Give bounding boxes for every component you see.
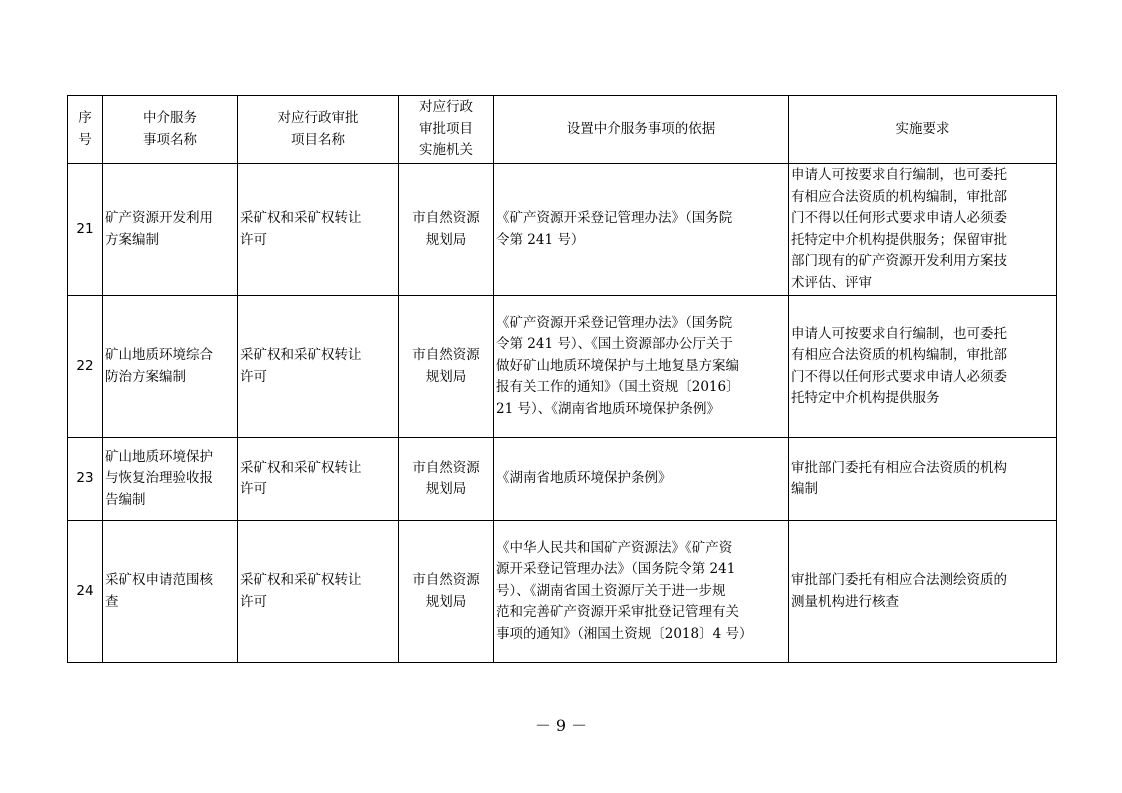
implementation-requirement-line: 测量机构进行核查 xyxy=(791,593,899,610)
legal-basis-line: 源开采登记管理办法》（国务院令第 241 xyxy=(496,561,736,578)
header-line: 事项名称 xyxy=(143,131,197,148)
approval-item-name-line: 采矿权和采矿权转让 xyxy=(240,459,362,476)
legal-basis-line: 《中华人民共和国矿产资源法》《矿产资 xyxy=(496,539,733,556)
approval-item-name-line: 采矿权和采矿权转让 xyxy=(240,572,362,588)
implementing-authority xyxy=(399,296,494,438)
implementing-authority-line: 市自然资源 xyxy=(412,347,480,363)
implementing-authority xyxy=(399,438,494,521)
service-items-table xyxy=(67,95,1057,663)
approval-item-name xyxy=(238,164,399,296)
service-item-name-line: 采矿权申请范围核 xyxy=(105,572,213,588)
service-item-name xyxy=(103,296,238,438)
implementation-requirement-line: 有相应合法资质的机构编制，审批部 xyxy=(791,188,1007,205)
table-row xyxy=(68,296,1057,438)
service-item-name-line: 矿产资源开发利用 xyxy=(105,210,213,226)
row-serial-number: 23 xyxy=(68,438,103,521)
header-line: 项目名称 xyxy=(291,131,345,148)
implementation-requirement xyxy=(789,164,1057,296)
implementing-authority-line: 规划局 xyxy=(425,593,467,610)
legal-basis-line: 21 号）、《湖南省地质环境保护条例》 xyxy=(496,400,720,417)
approval-item-name xyxy=(238,438,399,521)
row-serial-number: 24 xyxy=(68,521,103,663)
implementation-requirement-line: 审批部门委托有相应合法资质的机构 xyxy=(791,459,1007,476)
header-line: 对应行政审批 xyxy=(277,110,359,126)
legal-basis-line: 事项的通知》（湘国土资规〔2018〕4 号） xyxy=(496,625,753,642)
approval-item-name-line: 许可 xyxy=(240,231,267,248)
implementing-authority xyxy=(399,521,494,663)
approval-item-name-line: 许可 xyxy=(240,368,267,385)
table-row xyxy=(68,521,1057,663)
row-serial-number: 22 xyxy=(68,296,103,438)
implementation-requirement xyxy=(789,296,1057,438)
implementation-requirement-line: 术评估、评审 xyxy=(791,274,872,291)
header-serial-number xyxy=(68,96,103,164)
implementation-requirement-line: 托特定中介机构提供服务；保留审批 xyxy=(791,231,1007,248)
table-header-row xyxy=(68,96,1057,164)
implementation-requirement-line: 申请人可按要求自行编制，也可委托 xyxy=(791,167,1007,183)
approval-item-name xyxy=(238,296,399,438)
header-line: 审批项目 xyxy=(419,120,473,137)
implementing-authority xyxy=(399,164,494,296)
implementation-requirement-line: 部门现有的矿产资源开发利用方案技 xyxy=(791,253,1007,269)
header-approval-item xyxy=(238,96,399,164)
header-legal-basis: 设置中介服务事项的依据 xyxy=(494,96,789,164)
service-item-name xyxy=(103,164,238,296)
table-row xyxy=(68,438,1057,521)
service-item-name-line: 矿山地质环境综合 xyxy=(105,347,213,363)
implementing-authority-line: 规划局 xyxy=(425,368,467,385)
implementation-requirement-line: 审批部门委托有相应合法测绘资质的 xyxy=(791,572,1007,588)
legal-basis xyxy=(494,296,789,438)
header-line: 中介服务 xyxy=(143,110,197,126)
service-item-name-line: 告编制 xyxy=(105,491,146,508)
implementing-authority-line: 规划局 xyxy=(425,481,467,497)
service-item-name-line: 矿山地质环境保护 xyxy=(105,448,213,465)
legal-basis-line: 令第 241 号） xyxy=(496,231,585,248)
approval-item-name-line: 采矿权和采矿权转让 xyxy=(240,347,362,363)
approval-item-name xyxy=(238,521,399,663)
header-line: 实施机关 xyxy=(419,142,473,159)
legal-basis-line: 《矿产资源开采登记管理办法》（国务院 xyxy=(496,314,733,331)
legal-basis-line: 范和完善矿产资源开采审批登记管理有关 xyxy=(496,604,739,621)
implementation-requirement-line: 门不得以任何形式要求申请人必须委 xyxy=(791,368,1007,385)
service-item-name-line: 防治方案编制 xyxy=(105,368,186,385)
implementation-requirement-line: 有相应合法资质的机构编制，审批部 xyxy=(791,347,1007,363)
implementing-authority-line: 市自然资源 xyxy=(412,210,480,226)
header-requirements: 实施要求 xyxy=(789,96,1057,164)
approval-item-name-line: 许可 xyxy=(240,481,267,497)
legal-basis-line: 号）、《湖南省国土资源厅关于进一步规 xyxy=(496,582,726,599)
service-item-name-line: 方案编制 xyxy=(105,231,159,248)
implementation-requirement xyxy=(789,521,1057,663)
header-line: 号 xyxy=(78,131,92,148)
header-implementing-authority xyxy=(399,96,494,164)
implementing-authority-line: 市自然资源 xyxy=(412,572,480,588)
header-line: 序 xyxy=(78,110,92,126)
implementation-requirement-line: 托特定中介机构提供服务 xyxy=(791,390,940,406)
service-item-name-line: 与恢复治理验收报 xyxy=(105,470,213,487)
legal-basis xyxy=(494,438,789,521)
legal-basis-line: 报有关工作的通知》（国土资规〔2016〕 xyxy=(496,379,740,396)
implementing-authority-line: 规划局 xyxy=(425,231,467,248)
service-item-name xyxy=(103,438,238,521)
header-service-name xyxy=(103,96,238,164)
legal-basis-line: 《矿产资源开采登记管理办法》（国务院 xyxy=(496,210,733,226)
approval-item-name-line: 许可 xyxy=(240,593,267,610)
legal-basis-line: 做好矿山地质环境保护与土地复垦方案编 xyxy=(496,357,739,374)
legal-basis xyxy=(494,521,789,663)
implementation-requirement-line: 门不得以任何形式要求申请人必须委 xyxy=(791,210,1007,226)
header-line: 对应行政 xyxy=(419,99,473,116)
legal-basis-line: 令第 241 号）、《国土资源部办公厅关于 xyxy=(496,336,733,353)
service-item-name-line: 查 xyxy=(105,593,119,610)
implementation-requirement-line: 申请人可按要求自行编制，也可委托 xyxy=(791,325,1007,342)
service-item-name xyxy=(103,521,238,663)
legal-basis-line: 《湖南省地质环境保护条例》 xyxy=(496,470,672,487)
implementation-requirement xyxy=(789,438,1057,521)
table-row xyxy=(68,164,1057,296)
implementing-authority-line: 市自然资源 xyxy=(412,459,480,476)
implementation-requirement-line: 编制 xyxy=(791,481,818,497)
approval-item-name-line: 采矿权和采矿权转让 xyxy=(240,210,362,226)
legal-basis xyxy=(494,164,789,296)
row-serial-number: 21 xyxy=(68,164,103,296)
page-number: － 9 － xyxy=(534,716,588,735)
